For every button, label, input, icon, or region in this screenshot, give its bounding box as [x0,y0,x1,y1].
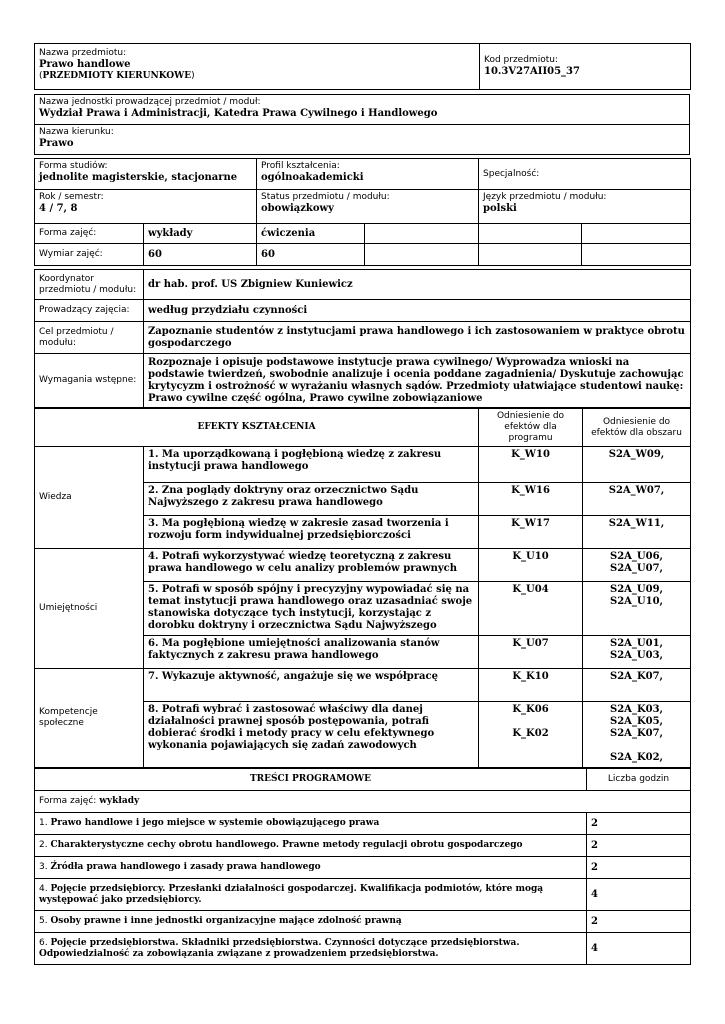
forms-label: Forma zajęć: [35,224,144,244]
outcome-text: 1. Ma uporządkowaną i pogłębioną wiedzę z zakresu instytucji prawa handlowego [144,447,479,483]
outcome-group-name: Umiejętności [35,549,144,669]
outcome-row [35,447,691,483]
outcome-program-ref: K_W10 [479,447,583,483]
outcome-program-ref: K_W16 [479,483,583,516]
outcome-group-name: Kompetencje społeczne [35,669,144,768]
outcome-area-ref: S2A_W09, [583,447,691,483]
profile-cell [257,159,479,190]
teachers-label: Prowadzący zajęcia: [35,300,144,322]
outcome-program-ref: K_U04 [479,582,583,636]
year-label: Rok / semestr: [39,192,104,202]
outcomes-header: EFEKTY KSZTAŁCENIA [35,409,479,447]
syllabus-document [34,43,690,965]
outcome-text: 5. Potrafi w sposób spójny i precyzyjny wypowiadać się na temat instytucji prawa handlowego oraz uzasadniać swoje stanowiska dotyczące tych instytucji, korzystając z dorobku doktryny i orzecznictwa Sądu Najwyższego [144,582,479,636]
hours-lecture: 60 [144,244,257,266]
outcome-program-ref: K_W17 [479,516,583,549]
program-item-number: 3. [39,862,48,872]
language: polski [483,203,517,214]
specialty-label: Specjalność: [483,168,540,179]
area-ref-header: Odniesienie do efektów dla obszaru [583,409,691,447]
course-name: Prawo handlowe [39,59,131,70]
outcome-text: 6. Ma pogłębione umiejętności analizowania stanów faktycznych z zakresu prawa handlowego [144,636,479,669]
program-row [35,879,691,911]
program-ref-header: Odniesienie do efektów dla programu [479,409,583,447]
language-label: Język przedmiotu / modułu: [483,192,607,202]
coordinator-label: Koordynator przedmiotu / modułu: [35,270,144,300]
course-name-cell: Nazwa przedmiotu: Prawo handlowe (PRZEDMIOTY KIERUNKOWE) [35,44,480,90]
status: obowiązkowy [261,203,334,214]
outcome-area-ref: S2A_K03, S2A_K05, S2A_K07, S2A_K02, [583,702,691,768]
program-header: TREŚCI PROGRAMOWE [35,769,587,791]
goal-label: Cel przedmiotu / modułu: [35,322,144,354]
field-label: Nazwa kierunku: [39,127,114,137]
study-form-label: Forma studiów: [39,161,108,171]
study-form: jednolite magisterskie, stacjonarne [39,172,238,183]
form-exercises: ćwiczenia [257,224,365,244]
program-row [35,835,691,857]
program-item-text: Pojęcie przedsiębiorcy. Przesłanki działalności gospodarczej. Kwalifikacja podmiotów, które mogą występować jako przedsiębiorcy. [39,883,544,905]
outcome-area-ref: S2A_W07, [583,483,691,516]
program-form-label: Forma zajęć: [39,796,97,806]
outcome-program-ref: K_K06 K_K02 [479,702,583,768]
program-item-hours: 4 [587,879,691,911]
outcome-row [35,669,691,702]
program-item-hours: 2 [587,813,691,835]
field-name: Prawo [39,138,74,149]
program-item-number: 2. [39,840,48,850]
outcome-area-ref: S2A_U01, S2A_U03, [583,636,691,669]
year: 4 / 7, 8 [39,203,78,214]
status-label: Status przedmiotu / modułu: [261,192,390,202]
course-code-cell [480,44,691,90]
outcome-program-ref: K_U07 [479,636,583,669]
program-item-text: Pojęcie przedsiębiorstwa. Składniki przedsiębiorstwa. Czynności dotyczące przedsiębiorstwa. Odpowiedzialność za zobowiązania związane z prowadzeniem przedsiębiorstwa. [39,937,520,959]
language-cell [479,190,691,224]
coordinator-table [34,269,691,408]
program-item-text: Osoby prawne i inne jednostki organizacyjne mające zdolność prawną [50,916,402,926]
status-cell [257,190,479,224]
program-item-hours: 2 [587,911,691,933]
unit-table [34,94,690,155]
outcome-row [35,549,691,582]
program-items [35,813,691,965]
specialty-cell [479,159,691,190]
profile: ogólnoakademicki [261,172,364,183]
program-item-number: 5. [39,916,48,926]
outcome-area-ref: S2A_K07, [583,669,691,702]
requirements-label: Wymagania wstępne: [35,354,144,408]
program-item-text: Charakterystyczne cechy obrotu handlowego. Prawne metody regulacji obrotu gospodarczego [50,840,523,850]
program-form-value: wykłady [99,796,140,806]
field-cell [35,125,690,155]
course-category: PRZEDMIOTY KIERUNKOWE [42,71,192,81]
program-row [35,857,691,879]
program-row [35,933,691,965]
outcome-program-ref: K_K10 [479,669,583,702]
outcome-text: 4. Potrafi wykorzystywać wiedzę teoretyczną z zakresu prawa handlowego w celu analizy problemów prawnych [144,549,479,582]
outcome-text: 2. Zna poglądy doktryny oraz orzecznictwo Sądu Najwyższego z zakresu prawa handlowego [144,483,479,516]
form-lecture: wykłady [144,224,257,244]
hours-label: Wymiar zajęć: [35,244,144,266]
program-content-table [34,768,691,965]
unit-label: Nazwa jednostki prowadzącej przedmiot / moduł: [39,97,261,107]
goal: Zapoznanie studentów z instytucjami prawa handlowego i ich zastosowaniem w praktyce obrotu gospodarczego [144,322,691,354]
course-code-label: Kod przedmiotu: [484,55,558,65]
program-item-number: 6. [39,937,48,948]
course-name-label: Nazwa przedmiotu: [39,48,127,58]
outcome-program-ref: K_U10 [479,549,583,582]
course-code: 10.3V27AII05_37 [484,66,580,77]
program-item-text: Prawo handlowe i jego miejsce w systemie obowiązującego prawa [50,818,380,828]
program-form [35,791,691,813]
learning-outcomes-table [34,408,691,768]
program-item-number: 1. [39,818,48,828]
unit-cell [35,95,690,125]
requirements: Rozpoznaje i opisuje podstawowe instytucje prawa cywilnego/ Wyprowadza wnioski na podstawie twierdzeń, swobodnie analizuje i ocenia poddane zagadnienia/ Dyskutuje zachowując krytycyzm i ostrożność w wyrażaniu własnych sądów. Przedmioty ułatwiające studentowi naukę: Prawo cywilne część ogólna, Prawo cywilne zobowiązaniowe [144,354,691,408]
outcome-area-ref: S2A_U06, S2A_U07, [583,549,691,582]
outcome-text: 8. Potrafi wybrać i zastosować właściwy dla danej działalności prawnej sposób postępowania, potrafi dobierać środki i metody pracy w celu efektywnego wykonania pojawiających się zadań zawodowych [144,702,479,768]
program-item-hours: 2 [587,835,691,857]
program-item-hours: 4 [587,933,691,965]
outcome-area-ref: S2A_W11, [583,516,691,549]
course-info-table [34,43,691,90]
year-cell [35,190,257,224]
program-row [35,813,691,835]
outcomes-body [35,447,691,768]
outcome-text: 3. Ma pogłębioną wiedzę w zakresie zasad tworzenia i rozwoju form indywidualnej przedsiębiorczości [144,516,479,549]
study-details-table [34,158,691,266]
program-item-number: 4. [39,883,48,894]
program-item-text: Źródła prawa handlowego i zasady prawa handlowego [50,862,321,872]
teachers: według przydziału czynności [144,300,691,322]
profile-label: Profil kształcenia: [261,161,340,171]
hours-exercises: 60 [257,244,365,266]
outcome-area-ref: S2A_U09, S2A_U10, [583,582,691,636]
hours-count-header: Liczba godzin [587,769,691,791]
study-form-cell [35,159,257,190]
coordinator: dr hab. prof. US Zbigniew Kuniewicz [144,270,691,300]
outcome-text: 7. Wykazuje aktywność, angażuje się we współpracę [144,669,479,702]
outcome-group-name: Wiedza [35,447,144,549]
unit-name: Wydział Prawa i Administracji, Katedra Prawa Cywilnego i Handlowego [39,108,438,119]
program-item-hours: 2 [587,857,691,879]
program-row [35,911,691,933]
